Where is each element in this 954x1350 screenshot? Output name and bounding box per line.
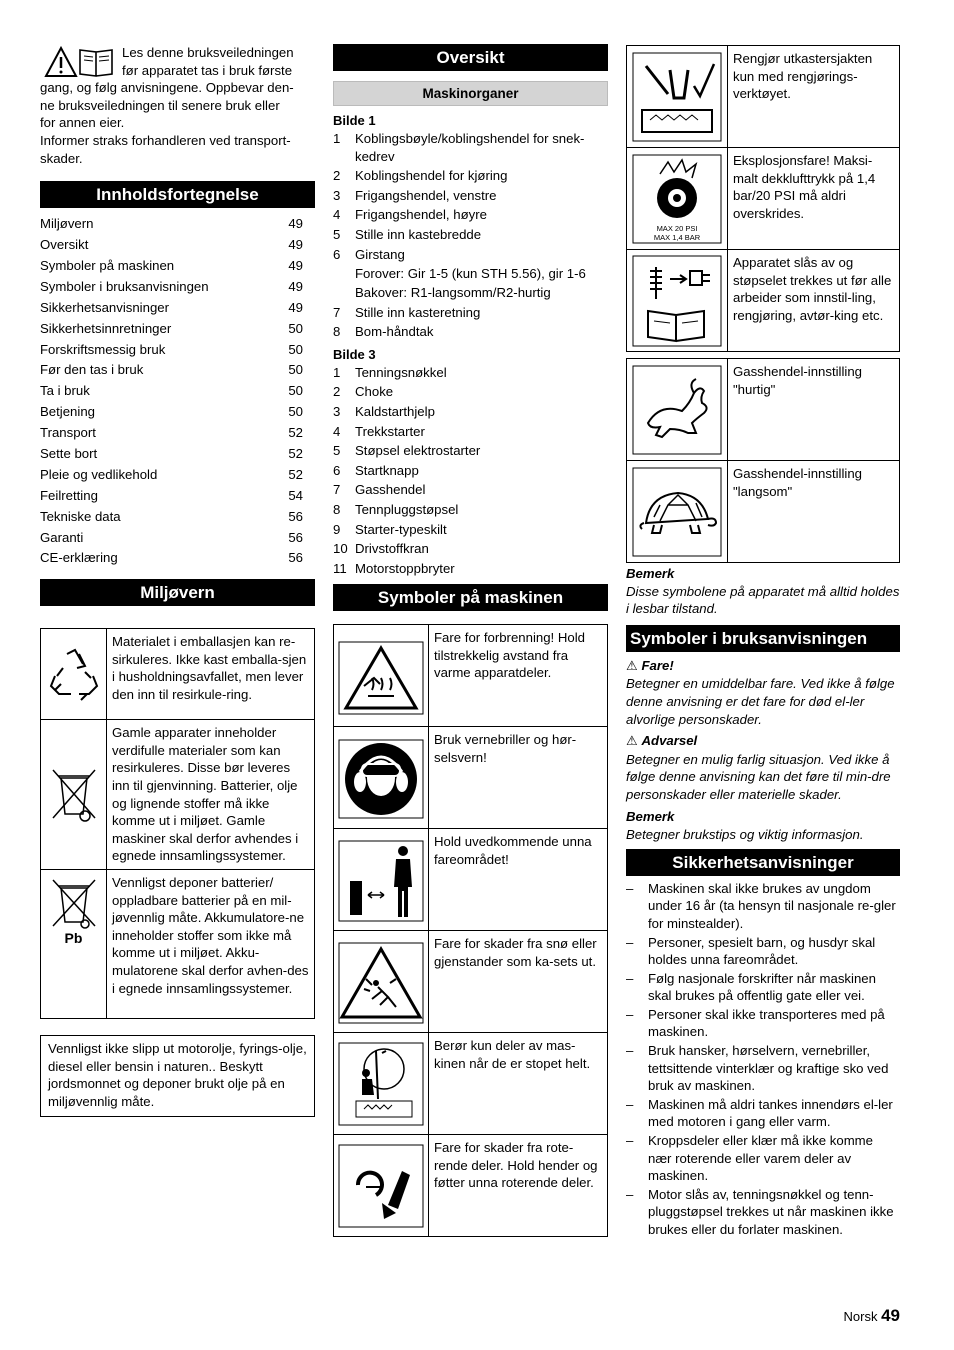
symbol-text: Fare for skader fra rote-rende deler. Hold hender og føtter unna roterende deler. [429, 1135, 608, 1237]
safety-item [626, 1186, 900, 1239]
toc-entry [40, 486, 315, 507]
miljo-heading: Miljøvern [40, 579, 315, 606]
safety-item-text: Maskinen må aldri tankes innendørs el-ler med motoren i gang eller varm. [648, 1096, 893, 1130]
toc-entry-page: 50 [288, 362, 303, 378]
list-item [333, 461, 608, 481]
toc-entry [40, 528, 315, 549]
symbol-row [627, 46, 900, 148]
list-item-number: 5 [333, 443, 341, 459]
symbol-row [627, 250, 900, 352]
list-item [333, 245, 608, 265]
miljo-row [41, 720, 315, 870]
safety-item-text: Følg nasjonale forskrifter når maskinen skal brukes på offentlig gate eller vei. [648, 970, 876, 1004]
symbols-table-b [626, 358, 900, 563]
toc-entry-label: Garanti [40, 529, 84, 545]
toc-entry-label: Sette bort [40, 445, 98, 461]
sikkerhet-list [626, 880, 900, 1239]
toc-entry [40, 423, 315, 444]
advarsel-text: Betegner en mulig farlig situasjon. Ved ikke å følge denne anvisning kan det føre til min-dre personskader eller materielle skader. [626, 751, 891, 802]
list-item-text: Koblingsbøyle/koblingshendel for snek-kedrev [355, 131, 585, 164]
safety-item-text: Motor slås av, tenningsnøkkel og tenn-pluggstøpsel trekkes ut når maskinen ikke brukes eller du forlater maskinen. [648, 1186, 894, 1237]
list-item [333, 166, 608, 186]
dash-bullet: – [626, 934, 634, 950]
pb-label: Pb [64, 930, 83, 947]
safety-item [626, 1132, 900, 1185]
symbol-row [334, 829, 608, 931]
intro-line: ne bruksveiledningen til senere bruk eller [40, 97, 280, 113]
bilde3-list [333, 363, 608, 579]
intro-line: Informer straks forhandleren ved transport- [40, 132, 291, 148]
gear-forward: Forover: Gir 1-5 (kun STH 5.56), gir 1-6 [355, 266, 586, 282]
dash-bullet: – [626, 1133, 634, 1149]
crossed-bin-icon [41, 720, 107, 870]
miljo-row [41, 870, 315, 1019]
list-item [333, 422, 608, 442]
bemerk-text: Disse symbolene på apparatet må alltid holdes i lesbar tilstand. [626, 583, 900, 617]
toc-entry-page: 52 [288, 466, 303, 482]
toc-entry [40, 465, 315, 486]
miljo-row [41, 629, 315, 720]
symbol-text: Hold uvedkommende unna fareområdet! [429, 829, 608, 931]
gear-back: Bakover: R1-langsomm/R2-hurtig [355, 285, 551, 301]
toc-entry [40, 235, 315, 256]
rotating-parts-icon [334, 1135, 429, 1237]
toc-entry [40, 214, 315, 235]
list-item-text: Girstang [355, 246, 405, 262]
list-item [333, 363, 608, 383]
miljo-text: Materialet i emballasjen kan re-sirkuleres. Ikke kast emballa-sjen i husholdningsavfallet, men lever den inn til resirkule-ring. [107, 629, 315, 720]
toc-entry [40, 360, 315, 381]
safety-item-text: Maskinen skal ikke brukes av ungdom under 16 år (ta hensyn til nasjonale re-gler for minstealder). [648, 880, 896, 931]
list-item-number: 2 [333, 168, 341, 184]
symbol-row [334, 1135, 608, 1237]
toc-entry [40, 402, 315, 423]
intro-line: skader. [40, 150, 83, 166]
list-item-number: 6 [333, 246, 341, 262]
column-1 [40, 44, 315, 1117]
safety-item [626, 1006, 900, 1041]
toc-entry-page: 56 [288, 508, 303, 524]
tire-pressure-icon [627, 148, 728, 250]
list-item-number: 9 [333, 521, 341, 537]
symbol-text: Apparatet slås av og støpselet trekkes ut før alle arbeider som innstil-ling, rengjøring, avtør-king etc. [728, 250, 900, 352]
list-item [333, 322, 608, 342]
oil-note: Vennligst ikke slipp ut motorolje, fyrings-olje, diesel eller bensin i naturen.. Beskytt jordsmonnet og deponer brukt olje på en miljøvennlig måte. [40, 1035, 315, 1117]
toc-heading: Innholdsfortegnelse [40, 181, 315, 208]
footer-language: Norsk [843, 1309, 878, 1324]
keep-distance-icon [334, 829, 429, 931]
page-number: 49 [881, 1306, 900, 1325]
symmaskin-heading: Symboler på maskinen [333, 584, 608, 611]
dash-bullet: – [626, 1096, 634, 1112]
list-item-text: Startknapp [355, 462, 419, 478]
bemerk-text: Betegner brukstips og viktig informasjon. [626, 827, 864, 843]
safety-item [626, 880, 900, 933]
toc-entry-page: 54 [288, 487, 303, 503]
bilde1-list [333, 129, 608, 264]
list-item-number: 7 [333, 304, 341, 320]
dash-bullet: – [626, 1043, 634, 1059]
page-footer [844, 1306, 901, 1326]
toc-entry [40, 277, 315, 298]
toc-entry [40, 340, 315, 361]
list-item-number: 5 [333, 226, 341, 242]
fare-label: Fare! [641, 657, 674, 673]
safety-item [626, 1096, 900, 1131]
safety-item [626, 970, 900, 1005]
symbol-text: Rengjør utkastersjakten kun med rengjørings-verktøyet. [728, 46, 900, 148]
symbol-text: Fare for skader fra snø eller gjenstander som ka-sets ut. [429, 931, 608, 1033]
toc-entry-label: Pleie og vedlikehold [40, 466, 158, 482]
list-item-number: 11 [333, 560, 347, 576]
dash-bullet: – [626, 1006, 634, 1022]
warning-triangle-icon: ⚠ [626, 733, 638, 749]
dash-bullet: – [626, 970, 634, 986]
toc-entry [40, 319, 315, 340]
goggles-earmuffs-icon [334, 727, 429, 829]
oversikt-heading: Oversikt [333, 44, 608, 71]
list-item [333, 480, 608, 500]
list-item [333, 520, 608, 540]
bilde3-label: Bilde 3 [333, 346, 376, 362]
toc-entry-page: 52 [288, 425, 303, 441]
symbol-row [334, 727, 608, 829]
list-item-text: Stille inn kastebredde [355, 226, 482, 242]
sikkerhet-heading: Sikkerhetsanvisninger [626, 849, 900, 876]
list-item-text: Gasshendel [355, 482, 426, 498]
list-item [333, 205, 608, 225]
symbol-text: Berør kun deler av mas-kinen når de er stopet helt. [429, 1033, 608, 1135]
list-item-text: Tenningsnøkkel [355, 364, 447, 380]
bemerk-note [626, 565, 900, 618]
symbol-text: Fare for forbrenning! Hold tilstrekkelig avstand fra varme apparatdeler. [429, 625, 608, 727]
turtle-icon [627, 461, 728, 563]
list-item [333, 402, 608, 422]
toc-entry-label: Sikkerhetsinnretninger [40, 320, 172, 336]
toc-entry-page: 49 [288, 299, 303, 315]
cleaning-tool-icon [627, 46, 728, 148]
intro-line: Les denne bruksveiledningen [122, 45, 294, 60]
symbols-table-a [626, 45, 900, 352]
list-item-number: 2 [333, 384, 341, 400]
maskinorganer-heading: Maskinorganer [333, 81, 608, 106]
toc-entry-page: 50 [288, 341, 303, 357]
list-item [333, 441, 608, 461]
toc-entry-label: Miljøvern [40, 216, 94, 232]
list-item-number: 3 [333, 403, 341, 419]
miljo-table [40, 628, 315, 1019]
fare-text: Betegner en umiddelbar fare. Ved ikke å følge denne anvisning er det fare for død el-ler alvorlige personskader. [626, 676, 895, 727]
list-item [333, 539, 608, 559]
rabbit-icon [627, 359, 728, 461]
list-item-text: Koblingshendel for kjøring [355, 168, 508, 184]
symmaskin-table [333, 624, 608, 1237]
toc-entry-label: Symboler på maskinen [40, 257, 175, 273]
list-item-number: 1 [333, 131, 341, 146]
safety-item-text: Bruk hansker, hørselvern, vernebriller, tettsittende vinterklær og kraftige sko ved bruk av maskinen. [648, 1043, 889, 1094]
symbol-row [334, 625, 608, 727]
list-item-number: 10 [333, 541, 348, 557]
fare-note [626, 657, 900, 728]
toc-entry-page: 50 [288, 383, 303, 399]
recycle-icon [41, 629, 107, 720]
list-item-number: 4 [333, 423, 341, 439]
unplug-manual-icon [627, 250, 728, 352]
list-item-number: 3 [333, 187, 341, 203]
list-item-text: Trekkstarter [355, 423, 425, 439]
symbol-row [627, 461, 900, 563]
list-item [333, 225, 608, 245]
toc-entry [40, 298, 315, 319]
toc-entry-label: Ta i bruk [40, 383, 90, 399]
list-item-number: 4 [333, 207, 341, 223]
column-3 [626, 44, 900, 1240]
list-item-text: Frigangshendel, venstre [355, 187, 497, 203]
toc-entry [40, 256, 315, 277]
symbol-row [627, 148, 900, 250]
dash-bullet: – [626, 880, 634, 896]
list-item-number: 8 [333, 501, 341, 517]
toc-entry-label: Oversikt [40, 237, 89, 253]
intro-line: for annen eier. [40, 115, 125, 131]
bilde1-list-continued [333, 303, 608, 342]
psi-label: MAX 20 PSI [656, 223, 698, 233]
list-item-number: 8 [333, 324, 341, 340]
bemerk-label: Bemerk [626, 808, 675, 824]
toc-entry-page: 50 [288, 320, 303, 336]
intro-line: før apparatet tas i bruk første [122, 62, 293, 78]
toc-entry [40, 507, 315, 528]
toc-entry-page: 49 [288, 237, 303, 253]
toc-entry-label: Tekniske data [40, 508, 121, 524]
battery-bin-icon [41, 870, 107, 1019]
symbol-row [627, 359, 900, 461]
symbol-text: Gasshendel-innstilling "langsom" [728, 461, 900, 563]
list-item-text: Støpsel elektrostarter [355, 443, 481, 459]
toc-entry-label: Symboler i bruksanvisningen [40, 278, 209, 294]
advarsel-note [626, 732, 900, 803]
advarsel-label: Advarsel [641, 733, 698, 749]
list-item-number: 7 [333, 482, 341, 498]
symbol-text: Eksplosjonsfare! Maksi-malt dekklufttrykk på 1,4 bar/20 PSI må aldri overskrides. [728, 148, 900, 250]
bemerk-label: Bemerk [626, 566, 675, 581]
toc-entry-page: 49 [288, 216, 303, 232]
toc-entry-label: CE-erklæring [40, 550, 118, 566]
list-item-text: Tennpluggstøpsel [355, 501, 459, 517]
list-item-text: Kaldstarthjelp [355, 403, 435, 419]
toc-entry-page: 49 [288, 278, 303, 294]
list-item-text: Drivstoffkran [355, 541, 429, 557]
list-item-number: 1 [333, 364, 341, 380]
column-2 [333, 44, 608, 1237]
symbruk-heading: Symboler i bruksanvisningen [626, 625, 900, 652]
list-item-text: Bom-håndtak [355, 324, 434, 340]
list-item [333, 303, 608, 323]
toc-entry-page: 49 [288, 257, 303, 273]
miljo-text: Vennligst deponer batterier/ oppladbare batterier på en mil-jøvennlig måte. Akkumulatore-ne inneholder stoffer som ikke må komme ut i miljøet. Akku-mulatorene skal derfor avhen-des i egnede innsamlingssystemer. [107, 870, 315, 1019]
toc-entry-label: Transport [40, 425, 96, 441]
thrown-objects-icon [334, 931, 429, 1033]
miljo-text: Gamle apparater inneholder verdifulle materialer som kan resirkuleres. Disse bør leveres inn til gjenvinning. Batterier, olje og lignende stoffer må ikke komme ut i miljøet. Gamle maskiner skal derfor avhendes i egnede innsamlingssystemer. [107, 720, 315, 870]
toc-entry [40, 381, 315, 402]
safety-item [626, 1042, 900, 1095]
bemerk-note-2 [626, 808, 900, 844]
symbol-text: Gasshendel-innstilling "hurtig" [728, 359, 900, 461]
list-item [333, 559, 608, 579]
warning-triangle-icon: ⚠ [626, 657, 638, 673]
safety-item-text: Personer, spesielt barn, og husdyr skal holdes unna fareområdet. [648, 934, 876, 968]
moving-parts-icon [334, 1033, 429, 1135]
hot-surface-icon [334, 625, 429, 727]
symbol-row [334, 931, 608, 1033]
list-item-text: Starter-typeskilt [355, 521, 447, 537]
intro-line: gang, og følg anvisningene. Oppbevar den- [40, 80, 294, 96]
symbol-text: Bruk vernebriller og hør-selsvern! [429, 727, 608, 829]
list-item [333, 186, 608, 206]
list-item-text: Motorstoppbryter [355, 560, 455, 576]
safety-item-text: Kroppsdeler eller klær må ikke komme nær roterende eller varem deler av maskinen. [648, 1133, 873, 1184]
list-item-number: 6 [333, 462, 341, 478]
toc-entry-label: Feilretting [40, 487, 98, 503]
toc-entry [40, 444, 315, 465]
safety-item [626, 934, 900, 969]
gear-notes [333, 264, 608, 302]
bilde1-label: Bilde 1 [333, 113, 376, 128]
list-item-text: Stille inn kasteretning [355, 304, 481, 320]
symbol-row [334, 1033, 608, 1135]
toc-list [40, 214, 315, 569]
toc-entry-label: Før den tas i bruk [40, 362, 144, 378]
toc-entry-page: 56 [288, 529, 303, 545]
safety-item-text: Personer skal ikke transporteres med på maskinen. [648, 1006, 885, 1040]
dash-bullet: – [626, 1186, 634, 1202]
list-item [333, 129, 608, 166]
list-item [333, 382, 608, 402]
toc-entry-page: 52 [288, 445, 303, 461]
intro [40, 44, 315, 167]
toc-entry-label: Sikkerhetsanvisninger [40, 299, 170, 315]
list-item [333, 500, 608, 520]
list-item-text: Choke [355, 384, 394, 400]
toc-entry-label: Betjening [40, 404, 95, 420]
warning-manual-icon [44, 46, 114, 78]
toc-entry-page: 56 [288, 550, 303, 566]
bar-label: MAX 1,4 BAR [653, 232, 701, 242]
toc-entry-page: 50 [288, 404, 303, 420]
list-item-text: Frigangshendel, høyre [355, 207, 487, 223]
toc-entry [40, 548, 315, 569]
toc-entry-label: Forskriftsmessig bruk [40, 341, 166, 357]
